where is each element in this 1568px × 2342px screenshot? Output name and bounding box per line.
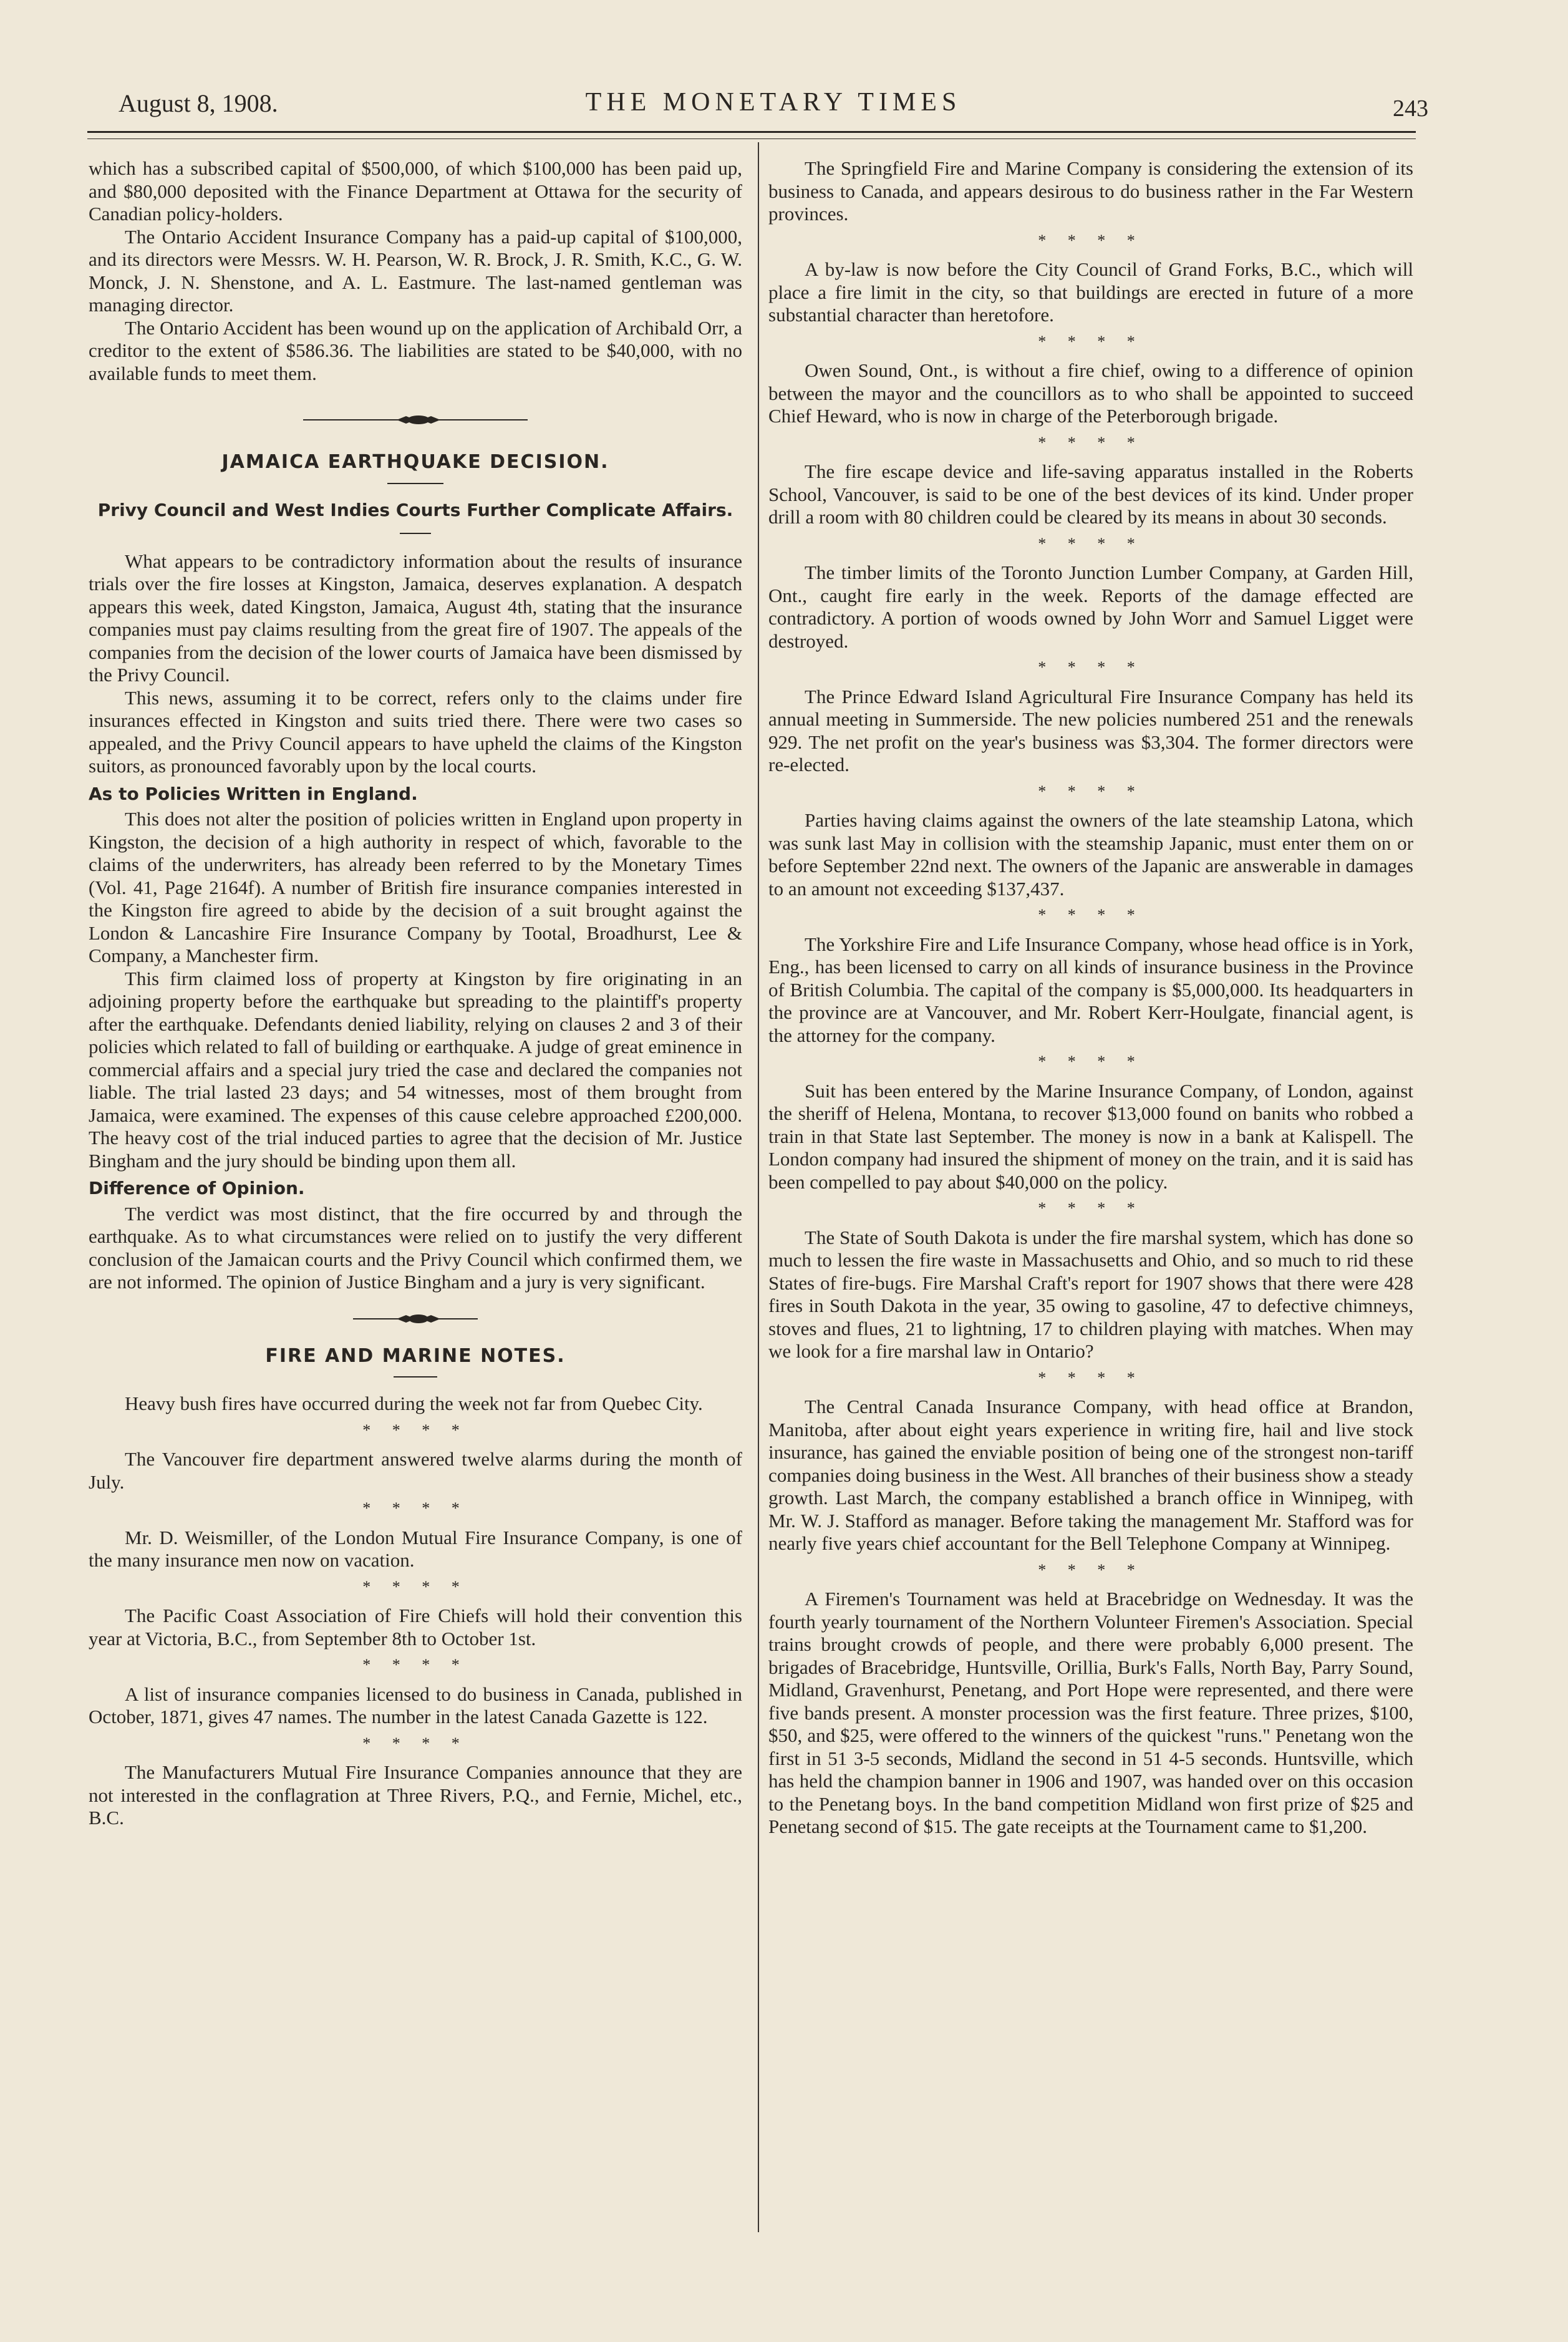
- ornament-divider-icon: [303, 414, 528, 426]
- side-heading-england: As to Policies Written in England.: [89, 783, 418, 804]
- heading-rule: [394, 1376, 437, 1378]
- stars-separator: * * * *: [1038, 1560, 1144, 1579]
- stars-separator: * * * *: [1038, 1368, 1144, 1387]
- ornament-divider-icon: [353, 1313, 478, 1325]
- column-divider: [758, 142, 759, 2232]
- note-paragraph: The Vancouver fire department answered twelve alarms during the month of July.: [89, 1448, 742, 1493]
- issue-date: August 8, 1908.: [119, 89, 278, 117]
- article-paragraph: What appears to be contradictory information about the results of insurance trials over the fire losses at Kingston, Jamaica, deserves explanation. A despatch appears this week, dated Kingston, Jamaica, August 4th, stating that the insurance companies must pay claims resulting from the great fire of 1907. The appeals of the companies from the decision of the lower courts of Jamaica have been dismissed by the Privy Council.: [89, 550, 742, 686]
- jamaica-heading: JAMAICA EARTHQUAKE DECISION.: [221, 451, 609, 473]
- stars-separator: * * * *: [1038, 332, 1144, 351]
- article-paragraph: This news, assuming it to be correct, refers only to the claims under fire insurances effected in Kingston and suits tried there. There were two cases so appealed, and the Privy Council appears to have upheld the claims of the Kingston suitors, as pronounced favorably upon by the local courts.: [89, 686, 742, 777]
- note-paragraph: The Manufacturers Mutual Fire Insurance Companies announce that they are not interested in the conflagration at Three Rivers, P.Q., and Fernie, Michel, etc., B.C.: [89, 1761, 742, 1829]
- article-paragraph: The verdict was most distinct, that the fire occurred by and through the earthquake. As to what circumstances were relied on to justify the very different conclusion of the Jamaican courts and the Privy Council which confirmed them, we are not informed. The opinion of Justice Bingham and a jury is very significant.: [89, 1202, 742, 1293]
- publication-title: THE MONETARY TIMES: [585, 88, 962, 117]
- note-paragraph: A by-law is now before the City Council of Grand Forks, B.C., which will place a fire limit in the city, so that buildings are erected in future of a more substantial character than heretofore.: [768, 258, 1413, 326]
- stars-separator: * * * *: [1038, 906, 1144, 924]
- intro-paragraph: The Ontario Accident has been wound up on the application of Archibald Orr, a creditor to the extent of $586.36. The liabilities are stated to be $40,000, with no available funds to meet them.: [89, 316, 742, 384]
- stars-separator: * * * *: [1038, 1052, 1144, 1071]
- stars-separator: * * * *: [1038, 433, 1144, 452]
- masthead: [119, 81, 1428, 131]
- article-paragraph: This firm claimed loss of property at Kingston by fire originating in an adjoining property before the earthquake but spreading to the plaintiff's property after the earthquake. Defendants denied liability, relying on clauses 2 and 3 of their policies which related to fall of building or earthquake. A judge of great eminence in commercial affairs and a special jury tried the case and declared the companies not liable. The trial lasted 23 days; and 54 witnesses, most of them brought from Jamaica, were examined. The expenses of this cause celebre approached £200,000. The heavy cost of the trial induced parties to agree that the decision of Mr. Justice Bingham and the jury should be binding upon them all.: [89, 967, 742, 1172]
- article-paragraph: This does not alter the position of policies written in England upon property in Kingston, the decision of a high authority in respect of which, favorable to the claims of the underwriters, has already been referred to by the Monetary Times (Vol. 41, Page 2164f). A number of British fire insurance companies interested in the Kingston fire agreed to abide by the decision of a suit brought against the London & Lancashire Fire Insurance Company by Tootal, Broadhurst, Lee & Company, a Manchester firm.: [89, 808, 742, 966]
- intro-paragraph: which has a subscribed capital of $500,000, of which $100,000 has been paid up, and $80,000 deposited with the Finance Department at Ottawa for the security of Canadian policy-holders.: [89, 157, 742, 225]
- note-paragraph: A Firemen's Tournament was held at Bracebridge on Wednesday. It was the fourth yearly tournament of the Northern Volunteer Firemen's Association. Special trains brought crowds of people, and there were probably 6,000 present. The brigades of Bracebridge, Huntsville, Orillia, Burk's Falls, North Bay, Parry Sound, Midland, Gravenhurst, Penetang, and Port Hope were represented, and there were five bands present. A monster procession was the first feature. Three prizes, $100, $50, and $25, were offered to the winners of the quickest "runs." Penetang won the first in 51 3-5 seconds, Midland the second in 51 4-5 seconds. Huntsville, which has held the champion banner in 1906 and 1907, was handed over on this occasion to the Penetang boys. In the band competition Midland won first prize of $25 and Penetang second of $15. The gate receipts at the Tournament came to $1,200.: [768, 1588, 1413, 1837]
- note-paragraph: The fire escape device and life-saving apparatus installed in the Roberts School, Vancouver, is said to be one of the best devices of its kind. Under proper drill a room with 80 children could be cleared by its means in about 30 seconds.: [768, 460, 1413, 528]
- note-paragraph: Mr. D. Weismiller, of the London Mutual Fire Insurance Company, is one of the many insurance men now on vacation.: [89, 1526, 742, 1571]
- side-heading-opinion: Difference of Opinion.: [89, 1178, 305, 1198]
- stars-separator: * * * *: [362, 1734, 468, 1752]
- stars-separator: * * * *: [1038, 231, 1144, 250]
- note-paragraph: The State of South Dakota is under the fire marshal system, which has done so much to lessen the fire waste in Massachusetts and Ohio, and so much to rid these States of fire-bugs. Fire Marshal Craft's report for 1907 shows that there were 428 fires in South Dakota in the year, 35 owing to gasoline, 47 to defective chimneys, stoves and flues, 21 to lightning, 17 to children playing with matches. When may we look for a fire marshal law in Ontario?: [768, 1226, 1413, 1362]
- stars-separator: * * * *: [362, 1656, 468, 1674]
- subheading-rule: [400, 533, 431, 534]
- note-paragraph: Parties having claims against the owners of the late steamship Latona, which was sunk last May in collision with the steamship Japanic, must enter them on or before September 22nd next. The owners of the Japanic are answerable in damages to an amount not exceeding $137,437.: [768, 809, 1413, 900]
- right-column: [768, 157, 1413, 1839]
- note-paragraph: The Pacific Coast Association of Fire Chiefs will hold their convention this year at Victoria, B.C., from September 8th to October 1st.: [89, 1605, 742, 1650]
- stars-separator: * * * *: [1038, 1199, 1144, 1217]
- note-paragraph: The Yorkshire Fire and Life Insurance Company, whose head office is in York, Eng., has been licensed to carry on all kinds of insurance business in the Province of British Columbia. The capital of the company is $5,000,000. Its headquarters in the province are at Vancouver, and Mr. Robert Kerr-Houlgate, financial agent, is the attorney for the company.: [768, 933, 1413, 1046]
- stars-separator: * * * *: [1038, 534, 1144, 553]
- note-paragraph: Suit has been entered by the Marine Insurance Company, of London, against the sheriff of Helena, Montana, to recover $13,000 found on banits who robbed a train in that State last September. The money is now in a bank at Kalispell. The London company had insured the shipment of money on the train, and it is said has been compelled to pay about $40,000 on the policy.: [768, 1079, 1413, 1193]
- note-paragraph: The timber limits of the Toronto Junction Lumber Company, at Garden Hill, Ont., caught fire early in the week. Reports of the damage effected are contradictory. A portion of woods owned by John Worr and Samuel Ligget were destroyed.: [768, 561, 1413, 652]
- stars-separator: * * * *: [362, 1421, 468, 1439]
- note-paragraph: Heavy bush fires have occurred during the week not far from Quebec City.: [125, 1392, 703, 1414]
- note-paragraph: The Springfield Fire and Marine Company is considering the extension of its business to Canada, and appears desirous to do business rather in the Far Western provinces.: [768, 157, 1413, 225]
- note-paragraph: The Prince Edward Island Agricultural Fire Insurance Company has held its annual meeting in Summerside. The new policies numbered 251 and the renewals 929. The net profit on the year's business was $3,304. The former directors were re-elected.: [768, 685, 1413, 775]
- left-column: [89, 157, 742, 1830]
- note-paragraph: The Central Canada Insurance Company, with head office at Brandon, Manitoba, after about eight years experience in writing fire, hail and live stock insurance, has gained the enviable position of being one of the strongest non-tariff companies doing business in the West. All branches of their business show a steady growth. Last March, the company established a branch office in Winnipeg, with Mr. W. J. Stafford as manager. Before taking the management Mr. Stafford was for nearly five years chief accountant for the Bell Telephone Company at Winnipeg.: [768, 1396, 1413, 1554]
- stars-separator: * * * *: [362, 1577, 468, 1596]
- jamaica-subheading: Privy Council and West Indies Courts Further Complicate Affairs.: [97, 499, 733, 520]
- stars-separator: * * * *: [1038, 782, 1144, 800]
- stars-separator: * * * *: [1038, 658, 1144, 676]
- fire-marine-heading: FIRE AND MARINE NOTES.: [265, 1344, 566, 1367]
- stars-separator: * * * *: [362, 1499, 468, 1517]
- note-paragraph: A list of insurance companies licensed to do business in Canada, published in October, 1871, gives 47 names. The number in the latest Canada Gazette is 122.: [89, 1683, 742, 1727]
- masthead-rule-thick: [87, 131, 1416, 133]
- intro-paragraph: The Ontario Accident Insurance Company has a paid-up capital of $100,000, and its directors were Messrs. W. H. Pearson, W. R. Brock, J. R. Smith, K.C., G. W. Monck, J. N. Shenstone, and A. L. Eastmure. The last-named gentleman was managing director.: [89, 225, 742, 316]
- note-paragraph: Owen Sound, Ont., is without a fire chief, owing to a difference of opinion between the mayor and the councillors as to who shall be appointed to succeed Chief Heward, who is now in charge of the Peterborough brigade.: [768, 359, 1413, 427]
- masthead-rule-thin: [87, 138, 1416, 139]
- heading-rule: [387, 483, 443, 484]
- page-number: 243: [1393, 95, 1428, 122]
